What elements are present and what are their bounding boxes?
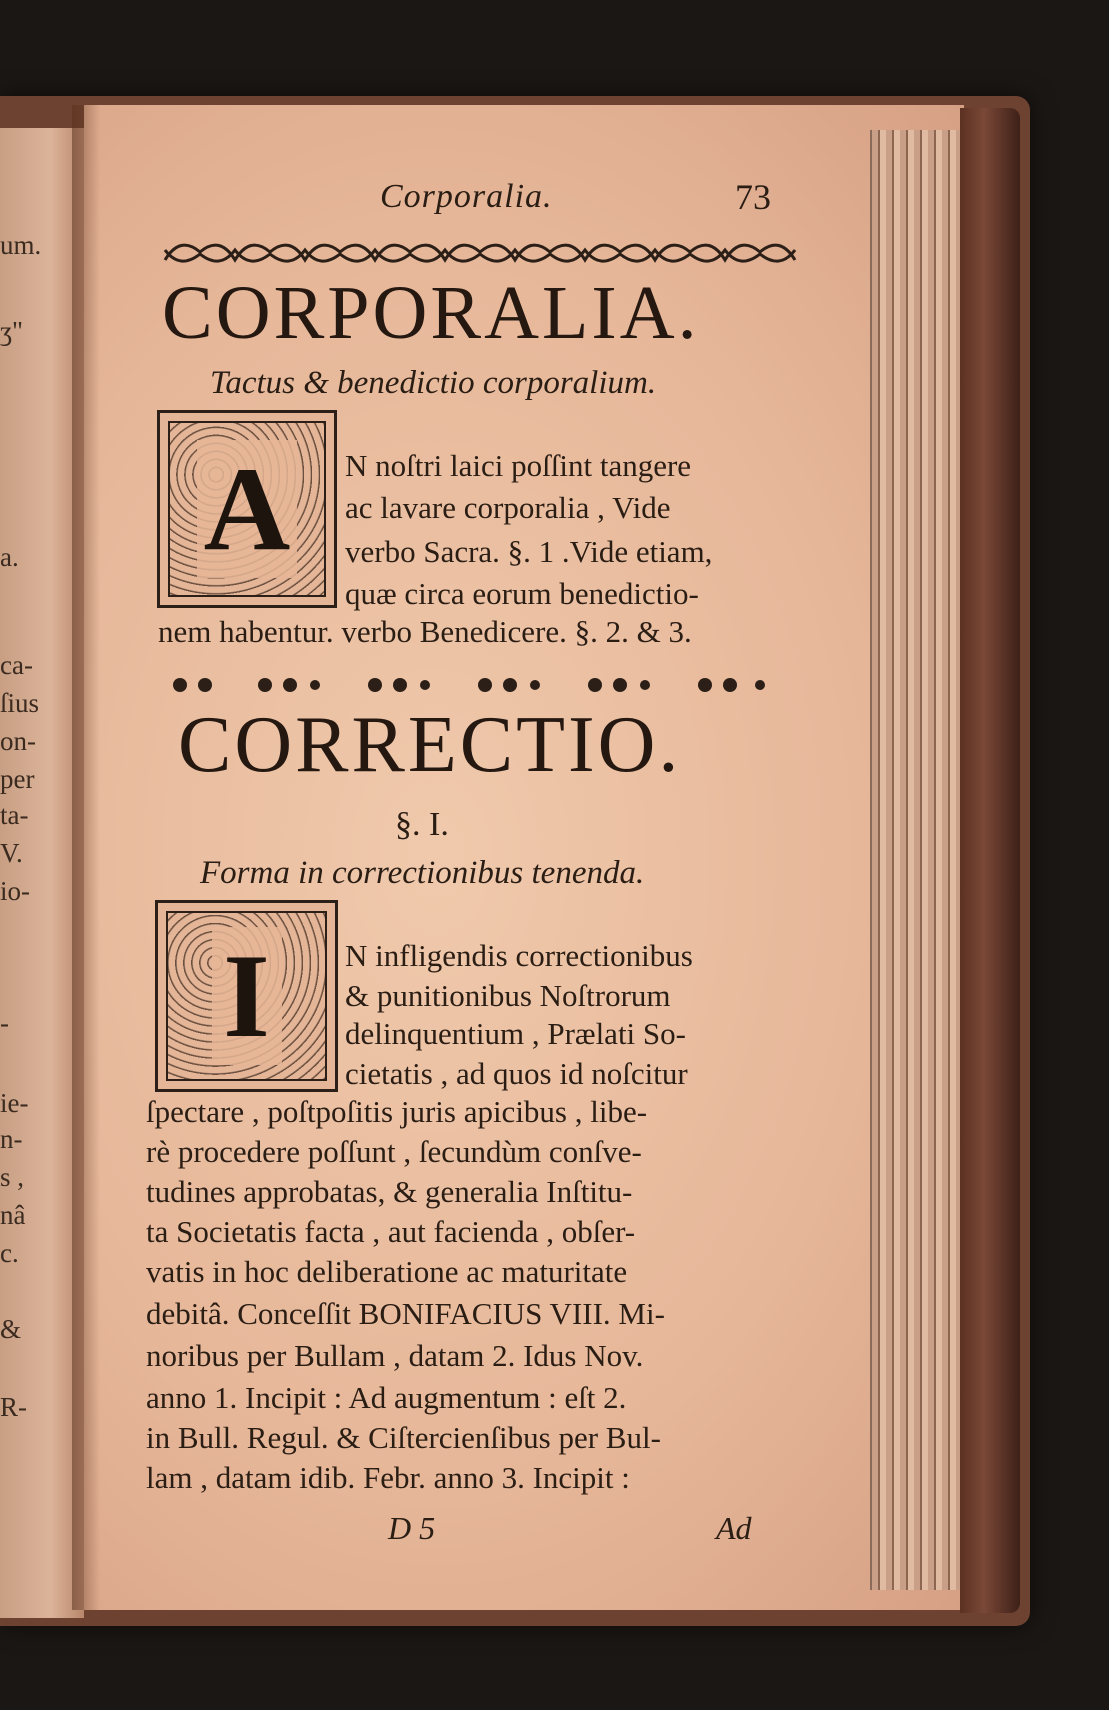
heading-correctio: CORRECTIO.: [178, 701, 682, 789]
paragraph-1-line: nem habentur. verbo Benedicere. §. 2. & 3.: [158, 614, 692, 649]
left-fragment: ſius: [0, 688, 40, 718]
paragraph-2-line: ſpectare , poſtpoſitis juris apicibus , libe-: [146, 1094, 648, 1129]
left-fragment: R-: [0, 1392, 27, 1422]
paragraph-2-line: in Bull. Regul. & Ciſtercienſibus per Bul-: [146, 1420, 661, 1455]
left-fragment: um.: [0, 230, 42, 260]
initial-letter-a: A: [197, 440, 297, 578]
left-fragment: a.: [0, 542, 19, 572]
left-fragment: io-: [0, 876, 30, 906]
paragraph-2-line: anno 1. Incipit : Ad augmentum : eſt 2.: [146, 1380, 627, 1415]
left-fragment: per: [0, 764, 35, 794]
initial-letter-i: I: [212, 927, 282, 1065]
paragraph-2-line: cietatis , ad quos id noſcitur: [345, 1056, 688, 1091]
paragraph-2-line: rè procedere poſſunt , ſecundùm conſve-: [146, 1134, 642, 1169]
paragraph-2-line: & punitionibus Noſtrorum: [345, 978, 671, 1013]
signature-mark: D 5: [388, 1510, 436, 1546]
left-fragment: nâ: [0, 1200, 26, 1230]
left-fragment: s ,: [0, 1162, 25, 1192]
cover-edge: [960, 108, 1020, 1613]
section-mark: §. I.: [395, 806, 449, 843]
ornament-band-middle: [160, 668, 800, 702]
paragraph-2-line: tudines approbatas, & generalia Inſtitu-: [146, 1174, 633, 1209]
ornament-band-top: [160, 230, 800, 272]
paragraph-1-line: quæ circa eorum benedictio-: [345, 576, 699, 611]
catchword: Ad: [716, 1510, 752, 1546]
paragraph-1-line: ac lavare corporalia , Vide: [345, 490, 671, 525]
left-fragment: V.: [0, 838, 23, 868]
subheading-tactus: Tactus & benedictio corporalium.: [210, 365, 657, 401]
left-fragment: on-: [0, 726, 36, 756]
left-fragment: ie-: [0, 1088, 29, 1118]
heading-corporalia: CORPORALIA.: [162, 271, 700, 355]
paragraph-2-line: debitâ. Conceſſit BONIFACIUS VIII. Mi-: [146, 1296, 665, 1331]
decorated-initial-a: [157, 410, 337, 608]
paragraph-2-line: lam , datam idib. Febr. anno 3. Incipit :: [146, 1460, 630, 1495]
paragraph-1-line: verbo Sacra. §. 1 .Vide etiam,: [345, 534, 713, 569]
left-fragment: ca-: [0, 650, 33, 680]
paragraph-2-line: delinquentium , Prælati So-: [345, 1016, 686, 1051]
running-head: Corporalia.: [380, 178, 553, 215]
left-fragment: n-: [0, 1124, 23, 1154]
page-number: 73: [735, 177, 771, 217]
paragraph-1-line: N noſtri laici poſſint tangere: [345, 448, 692, 483]
subheading-forma: Forma in correctionibus tenenda.: [200, 855, 645, 891]
left-fragment: &: [0, 1314, 22, 1344]
paragraph-2-line: vatis in hoc deliberatione ac maturitate: [146, 1254, 628, 1289]
left-fragment: ta-: [0, 800, 29, 830]
paragraph-2-line: N infligendis correctionibus: [345, 938, 693, 973]
decorated-initial-i: [155, 900, 338, 1092]
left-fragment: c.: [0, 1238, 19, 1268]
left-fragment: -: [0, 1008, 9, 1038]
page-gutter: [72, 105, 100, 1610]
left-fragment: ʒ": [0, 316, 24, 346]
paragraph-2-line: noribus per Bullam , datam 2. Idus Nov.: [146, 1338, 644, 1373]
page-edges: [870, 130, 962, 1590]
paragraph-2-line: ta Societatis facta , aut facienda , obſer-: [146, 1214, 636, 1249]
